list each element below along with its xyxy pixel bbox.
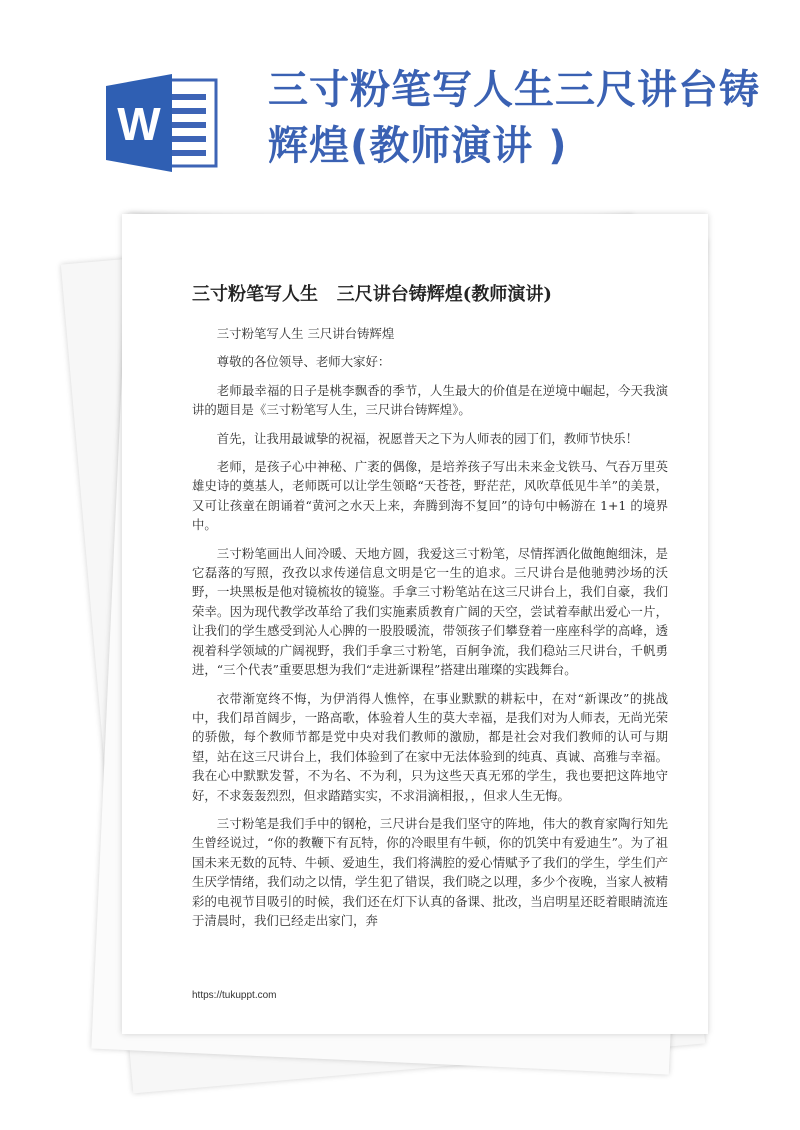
paragraph-greeting: 尊敬的各位领导、老师大家好： bbox=[216, 354, 391, 370]
paragraph: 老师最幸福的日子是桃李飘香的季节，人生最大的价值是在逆境中崛起，今天我演讲的题目是《三寸粉笔写人生，三尺讲台铸辉煌》。 bbox=[192, 382, 668, 418]
paragraph: 三寸粉笔画出人间冷暖、天地方圆，我爱这三寸粉笔，尽情挥洒化做飽飽细沫，是它磊落的写照，孜孜以求传递信息文明是它一生的追求。三尺讲台是他驰骋沙场的沃野，一块黑板是他对镜梳妆的镜鉴。手拿三寸粉笔站在这三尺讲台上，我们自豪，我们荣幸。因为现代教学改革给了我们实施素质教育广阔的天空，尝试着奉献出爱心一片，让我们的学生感受到沁人心脾的一股股暖流，带领孩子们攀登着一座座科学的高峰，透视着科学领域的广阔视野，我们手拿三寸粉笔，百舸争流，我们稳站三尺讲台，千帆勇进，“三个代表”重要思想为我们“走进新课程”搭建出璀璨的实践舞台。 bbox=[192, 545, 668, 678]
paragraph: 衣带渐宽终不悔，为伊消得人憔悴，在事业默默的耕耘中，在对“新课改”的挑战中，我们昂首阔步，一路高歌，体验着人生的莫大幸福，是我们对为人师表，无尚光荣的骄傲，每个教师节都是党中央对我们教师的激励，都是社会对我们教师的认可与期望，站在这三尺讲台上，我们体验到了在家中无法体验到的纯真、真诚、高雅与幸福。我在心中默默发誓，不为名、不为利，只为这些天真无邪的学生，我也要把这阵地守好，不求轰轰烈烈，但求踏踏实实，不求涓滴相报，，但求人生无悔。 bbox=[192, 690, 668, 803]
paragraph: 老师，是孩子心中神秘、广袤的偶像，是培养孩子写出未来金戈铁马、气吞万里英雄史诗的奠基人，老师既可以让学生领略“天苍苍，野茫茫，风吹草低见牛羊”的美景，又可让孩童在朗诵着“黄河之水天上来，奔腾到海不复回”的诗句中畅游在 1+1 的境界中。 bbox=[192, 459, 668, 533]
page-body bbox=[192, 324, 668, 939]
document-page bbox=[122, 214, 708, 1034]
paragraph: 首先，让我用最诚挚的祝福，祝愿普天之下为人师表的园丁们，教师节快乐！ bbox=[216, 430, 639, 446]
document-title: 三寸粉笔写人生三尺讲台铸辉煌(教师演讲 ) bbox=[268, 67, 760, 169]
page-heading: 三寸粉笔写人生 三尺讲台铸辉煌(教师演讲) bbox=[192, 284, 552, 305]
header bbox=[0, 0, 800, 220]
word-document-icon bbox=[106, 74, 218, 172]
footer-url: https://tukuppt.com bbox=[192, 990, 277, 1001]
word-logo-letter: W bbox=[117, 98, 161, 150]
paragraph: 三寸粉笔是我们手中的钢枪，三尺讲台是我们坚守的阵地，伟大的教育家陶行知先生曾经说过，“你的教鞭下有瓦特，你的冷眼里有牛顿，你的饥笑中有爱迪生”。为了祖国未来无数的瓦特、牛顿、爱迪生，我们将满腔的爱心情赋予了我们的学生，学生们产生厌学情绪，我们动之以情，学生犯了错误，我们晓之以理，多少个夜晚，当家人被精彩的电视节目吸引的时候，我们还在灯下认真的备课、批改，当启明星还眨着眼睛流连于清晨时，我们已经走出家门，奔 bbox=[192, 815, 668, 928]
paragraph-subtitle: 三寸粉笔写人生 三尺讲台铸辉煌 bbox=[216, 326, 395, 341]
